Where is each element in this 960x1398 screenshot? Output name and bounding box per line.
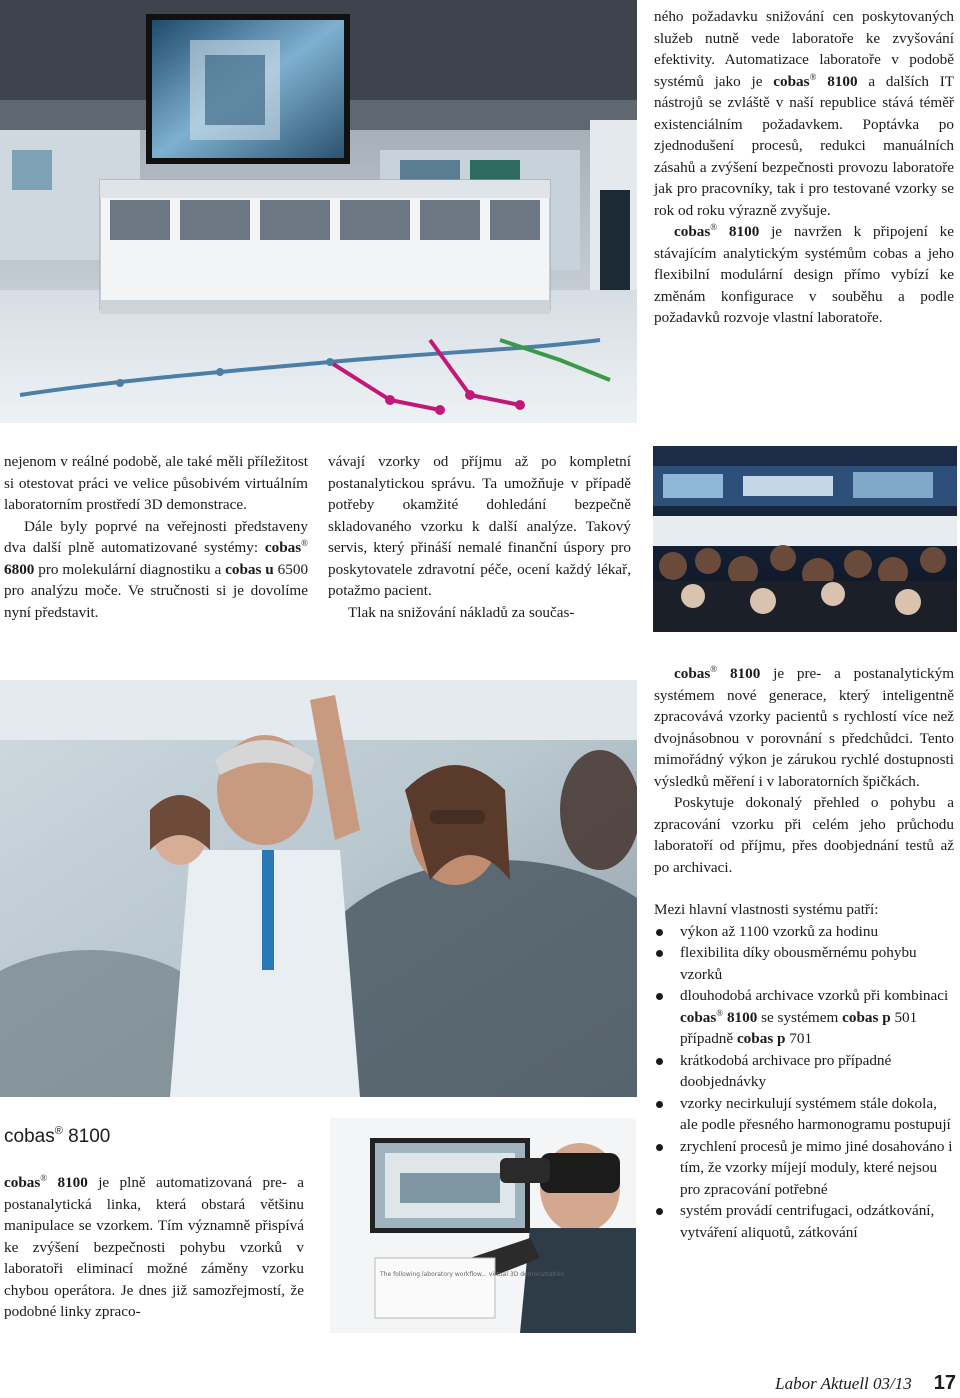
bullet-icon bbox=[656, 929, 663, 936]
text-column-mid-left bbox=[4, 451, 308, 623]
list-item: krátkodobá archivace pro případné doobjednávky bbox=[654, 1050, 954, 1093]
text-column-mid-center bbox=[328, 451, 631, 623]
paragraph: nejenom v reálné podobě, ale také měli příležitost si otestovat práci ve velice působivém virtuálním laboratorním prostředí 3D demonstrace. bbox=[4, 453, 308, 513]
paragraph: cobas® 8100 je plně automatizovaná pre- a postanalytická linka, která obstará většinu manipulace se vzorkem. Tím významně přispívá ke zvýšení bezpečnosti pohybu vzorků v laboratoři eliminací možné záměny vzorku chybou operátora. Je dnes již samozřejmostí, že podobné linky zpraco- bbox=[4, 1173, 305, 1320]
text-column-right bbox=[654, 663, 954, 1243]
paragraph: cobas® 8100 je navržen k připojení ke stávajícím analytickým systémům cobas a jeho flexibilní modulární design přímo vybízí ke změnám konfigurace v souběhu a podle požadavků rozvoje vlastní laboratoře. bbox=[654, 222, 954, 326]
sidebar-box bbox=[0, 1118, 312, 1358]
bullet-icon bbox=[656, 950, 663, 957]
text-column-top-right bbox=[654, 6, 954, 329]
paragraph: Dále byly poprvé na veřejnosti představeny dva další plně automatizované systémy: cobas® 6800 pro molekulární diagnostiku a cobas u 6500 pro analýzu moče. Ve stručnosti si je dovolíme nyní představit. bbox=[4, 517, 309, 621]
paragraph: ného požadavku snižování cen poskytovaných služeb nutně vede laboratoře ke zvyšování efektivity. Automatizace laboratoře v podobě systémů jako je cobas® 8100 a dalších IT nástrojů se zvláště v naší republice stává téměř existenciálním požadavkem. Poptávka po zjednodušení procesů, redukci manuálních zásahů a zvýšení bezpečnosti provozu laboratoře jak pro pracovníky, tak i pro testované vzorky se rok od roku výrazně zvyšuje. bbox=[654, 8, 955, 219]
list-item: flexibilita díky obousměrnému pohybu vzorků bbox=[654, 942, 954, 985]
bullet-icon bbox=[656, 1208, 663, 1215]
magazine-name: Labor Aktuell 03/13 bbox=[775, 1374, 912, 1393]
photo-exhibition-stand bbox=[0, 0, 637, 423]
list-item: vzorky necirkulují systémem stále dokola, ale podle přesného harmonogramu postupují bbox=[654, 1093, 954, 1136]
bullet-icon bbox=[656, 993, 663, 1000]
bullet-icon bbox=[656, 1144, 663, 1151]
paragraph: vávají vzorky od příjmu až po kompletní postanalytickou správu. Ta umožňuje v případě potřeby okamžité dohledání bezpečně skladovaného vzorku k další analýze. Takový servis, který přináší nemalé finanční úspory pro poskytovatele zdravotní péče, ocení každý lékař, potažmo pacient. bbox=[328, 453, 631, 599]
box-heading: cobas® 8100 bbox=[4, 1125, 111, 1147]
bullet-icon bbox=[656, 1101, 663, 1108]
paragraph: Poskytuje dokonalý přehled o pohybu a zpracování vzorku při celém jeho průchodu laboratoří od příjmu, přes doobjednání testů až po archivaci. bbox=[654, 794, 954, 876]
photo-caption-text: The following laboratory workflow... virtual 3D demonstration bbox=[380, 1271, 565, 1278]
page-number: 17 bbox=[933, 1372, 956, 1394]
photo-vr-demonstration bbox=[330, 1118, 636, 1333]
list-item: systém provádí centrifugaci, odzátkování, vytváření aliquotů, zátkování bbox=[654, 1200, 954, 1243]
paragraph: cobas® 8100 je pre- a postanalytickým systémem nové generace, který inteligentně zpracovává vzorky pacientů s rychlostí více než dvojnásobnou v porovnání s předchůdci. Tento mimořádný výkon je zárukou rychlé dostupnosti výsledků měření i v laboratorních špičkách. bbox=[654, 664, 955, 790]
photo-audience bbox=[653, 446, 957, 632]
list-item: výkon až 1100 vzorků za hodinu bbox=[654, 921, 954, 943]
list-item: dlouhodobá archivace vzorků při kombinaci cobas® 8100 se systémem cobas p 501 případně cobas p 701 bbox=[654, 985, 954, 1050]
bullet-icon bbox=[656, 1058, 663, 1065]
paragraph: Tlak na snižování nákladů za součas- bbox=[348, 603, 575, 621]
photo-visitors bbox=[0, 680, 637, 1097]
list-intro: Mezi hlavní vlastnosti systému patří: bbox=[654, 901, 879, 918]
list-item: zrychlení procesů je mimo jiné dosahováno i tím, že vzorky míjejí moduly, které nejsou pro zpracování potřebné bbox=[654, 1136, 954, 1201]
features-list bbox=[654, 921, 954, 1244]
footer bbox=[725, 1372, 956, 1395]
box-body bbox=[4, 1172, 304, 1323]
